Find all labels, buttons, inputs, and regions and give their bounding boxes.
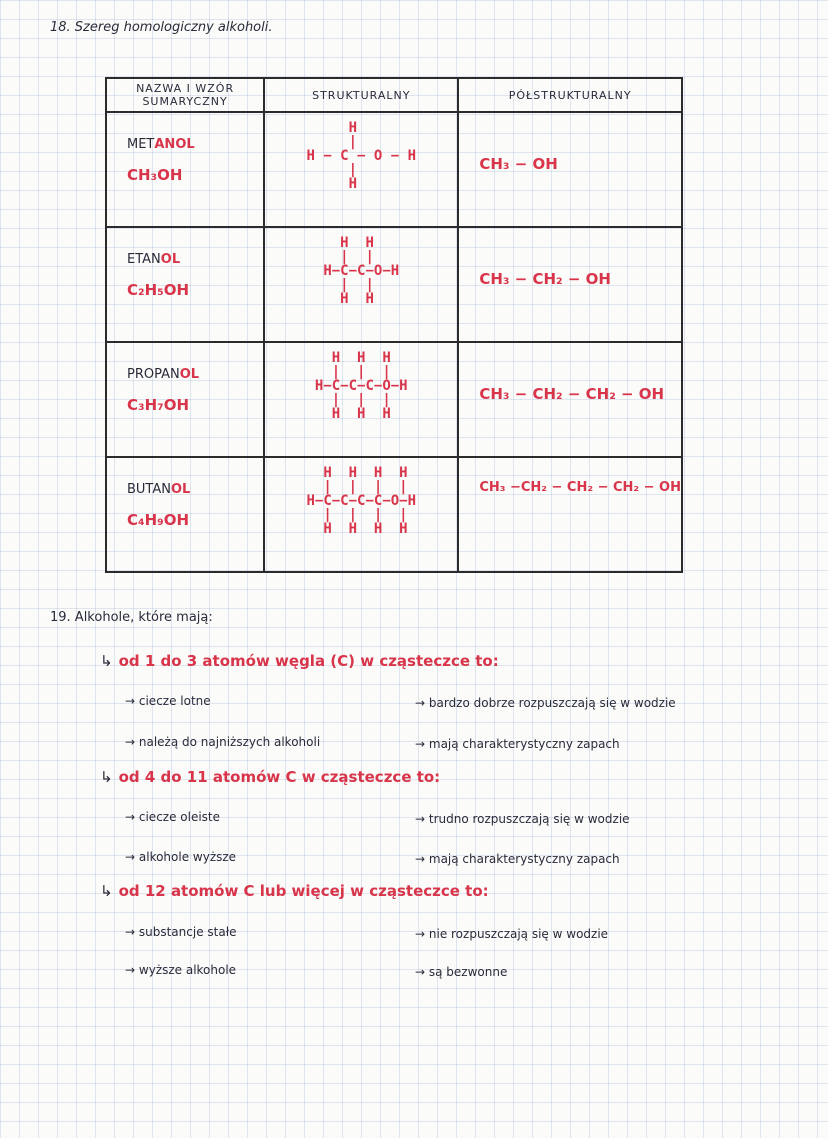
molecular-formula: C₂H₅OH — [127, 281, 190, 299]
property-item: → trudno rozpuszczają się w wodzie — [415, 812, 630, 826]
property-item: → bardzo dobrze rozpuszczają się w wodzie — [415, 696, 676, 710]
table-row-butanol — [106, 457, 682, 572]
cell-name — [106, 342, 264, 457]
header-structural: STRUKTURALNY — [264, 78, 458, 112]
property-item: → mają charakterystyczny zapach — [415, 737, 620, 751]
property-item: → alkohole wyższe — [125, 850, 237, 864]
property-item: → należą do najniższych alkoholi — [125, 735, 321, 749]
table-row-propanol — [106, 342, 682, 457]
property-item: → są bezwonne — [415, 965, 508, 979]
cell-structural — [264, 227, 458, 342]
cell-semi — [458, 227, 682, 342]
semi-structural-formula: CH₃ − CH₂ − OH — [479, 270, 611, 288]
cell-semi — [458, 342, 682, 457]
alcohol-name: METANOL — [127, 137, 195, 152]
property-item: → wyższe alkohole — [125, 963, 237, 977]
section-19-title: 19. Alkohole, które mają: — [50, 610, 213, 625]
property-item: → nie rozpuszczają się w wodzie — [415, 927, 609, 941]
molecular-formula: CH₃OH — [127, 166, 183, 184]
cell-name — [106, 457, 264, 572]
alcohol-name: ETANOL — [127, 252, 181, 267]
semi-structural-formula: CH₃ −CH₂ − CH₂ − CH₂ − OH — [479, 480, 681, 495]
cell-structural — [264, 112, 458, 227]
cell-structural — [264, 457, 458, 572]
molecular-formula: C₃H₇OH — [127, 396, 190, 414]
range-4-11-heading: ↳ od 4 do 11 atomów C w cząsteczce to: — [100, 768, 441, 786]
range-1-3-heading: ↳ od 1 do 3 atomów węgla (C) w cząsteczce to: — [100, 652, 499, 670]
cell-semi — [458, 112, 682, 227]
cell-name — [106, 112, 264, 227]
cell-name — [106, 227, 264, 342]
return-arrow-icon: ↳ — [100, 882, 113, 900]
range-12-plus-heading: ↳ od 12 atomów C lub więcej w cząsteczce to: — [100, 882, 489, 900]
structural-formula: H | H − C − O − H | H — [306, 120, 417, 192]
table-header-row — [106, 78, 682, 112]
return-arrow-icon: ↳ — [100, 652, 113, 670]
property-item: → ciecze lotne — [125, 694, 211, 708]
cell-semi — [458, 457, 682, 572]
header-name-formula: NAZWA I WZÓR SUMARYCZNY — [106, 78, 264, 112]
property-item: → mają charakterystyczny zapach — [415, 852, 620, 866]
structural-formula: H H | | H−C−C−O−H | | H H — [323, 235, 400, 307]
alcohol-name: PROPANOL — [127, 367, 200, 382]
molecular-formula: C₄H₉OH — [127, 511, 190, 529]
section-18-title: 18. Szereg homologiczny alkoholi. — [50, 20, 273, 35]
alcohols-table — [105, 77, 683, 573]
table-row-ethanol — [106, 227, 682, 342]
structural-formula: H H H | | | H−C−C−C−O−H | | | H H H — [314, 350, 408, 422]
cell-structural — [264, 342, 458, 457]
semi-structural-formula: CH₃ − CH₂ − CH₂ − OH — [479, 385, 665, 403]
property-item: → substancje stałe — [125, 925, 237, 939]
header-semi-structural: PÓŁSTRUKTURALNY — [458, 78, 682, 112]
structural-formula: H H H H | | | | H−C−C−C−C−O−H | | | | H H H H — [306, 465, 417, 537]
property-item: → ciecze oleiste — [125, 810, 221, 824]
semi-structural-formula: CH₃ − OH — [479, 155, 558, 173]
table-row-methanol — [106, 112, 682, 227]
return-arrow-icon: ↳ — [100, 768, 113, 786]
alcohol-name: BUTANOL — [127, 482, 191, 497]
